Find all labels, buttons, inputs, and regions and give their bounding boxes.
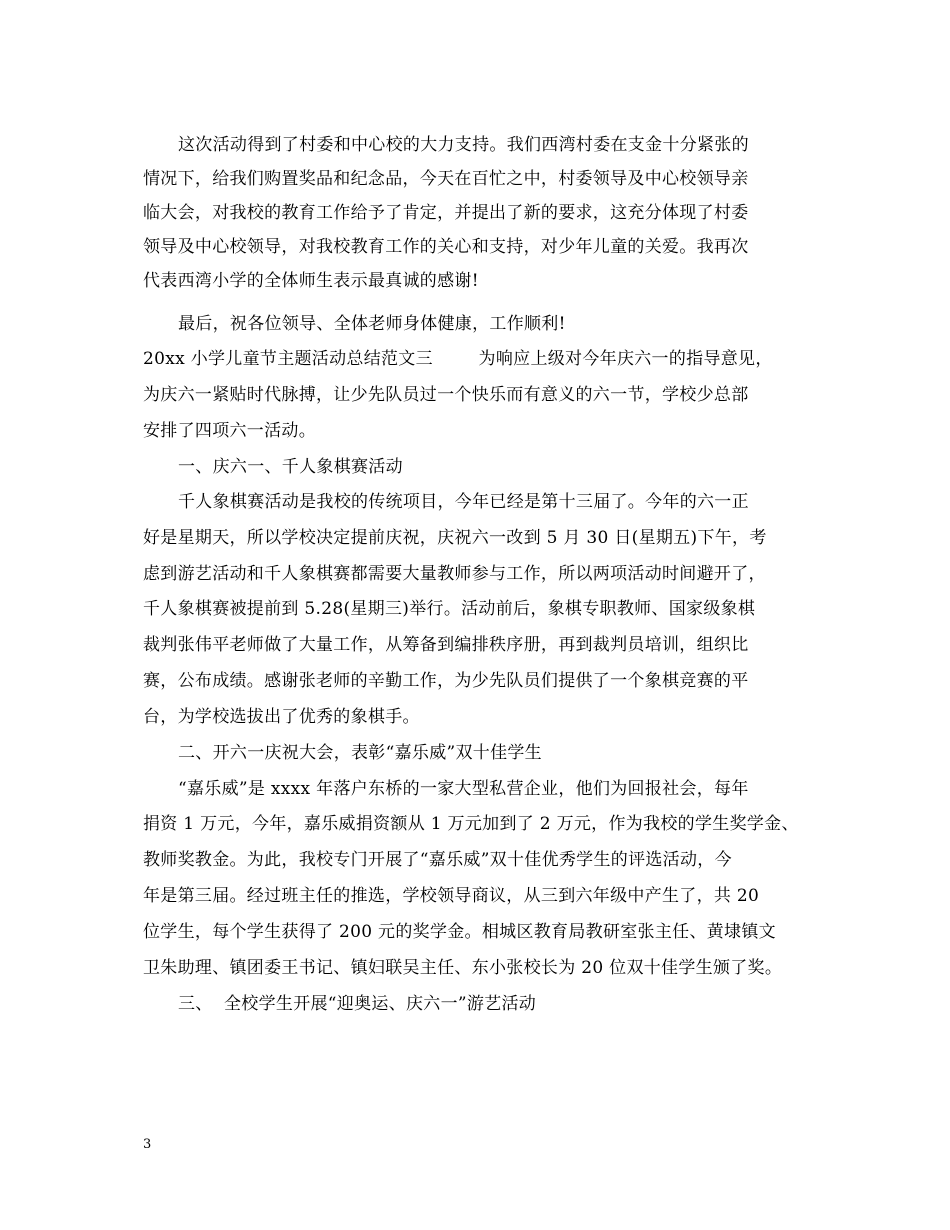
text-line: 位学生，每个学生获得了 200 元的奖学金。相城区教育局教研室张主任、黄埭镇文 bbox=[143, 922, 776, 942]
text-line: 为庆六一紧贴时代脉搏，让少先队员过一个快乐而有意义的六一节，学校少总部 bbox=[143, 385, 749, 405]
text-line: 台，为学校选拔出了优秀的象棋手。 bbox=[143, 707, 420, 727]
text-line: 好是星期天，所以学校决定提前庆祝，庆祝六一改到 5 月 30 日(星期五)下午，考 bbox=[143, 528, 767, 548]
text-line: 千人象棋赛活动是我校的传统项目，今年已经是第十三届了。今年的六一正 bbox=[178, 492, 749, 512]
subheading: 二、开六一庆祝大会，表彰“嘉乐威”双十佳学生 bbox=[178, 743, 542, 763]
text-line: 教师奖教金。为此，我校专门开展了“嘉乐威”双十佳优秀学生的评选活动，今 bbox=[143, 850, 732, 870]
subheading: 一、庆六一、千人象棋赛活动 bbox=[178, 457, 403, 477]
text-line: 年是第三届。经过班主任的推选，学校领导商议，从三到六年级中产生了，共 20 bbox=[143, 886, 760, 906]
text-line: 裁判张伟平老师做了大量工作，从筹备到编排秩序册，再到裁判员培训，组织比 bbox=[143, 635, 749, 655]
text-line: “嘉乐威”是 xxxx 年落户东桥的一家大型私营企业，他们为回报社会，每年 bbox=[178, 779, 749, 799]
section-heading: 20xx 小学儿童节主题活动总结范文三 为响应上级对今年庆六一的指导意见， bbox=[143, 349, 773, 369]
text-line: 临大会，对我校的教育工作给予了肯定，并提出了新的要求，这充分体现了村委 bbox=[143, 203, 749, 223]
text-line: 赛，公布成绩。感谢张老师的辛勤工作，为少先队员们提供了一个象棋竞赛的平 bbox=[143, 671, 749, 691]
text-line: 最后，祝各位领导、全体老师身体健康，工作顺利! bbox=[178, 314, 566, 334]
page-number: 3 bbox=[143, 1137, 152, 1152]
text-line: 这次活动得到了村委和中心校的大力支持。我们西湾村委在支金十分紧张的 bbox=[178, 135, 749, 155]
text-line: 虑到游艺活动和千人象棋赛都需要大量教师参与工作，所以两项活动时间避开了， bbox=[143, 564, 766, 584]
subheading: 三、 全校学生开展“迎奥运、庆六一”游艺活动 bbox=[178, 994, 537, 1014]
text-line: 捐资 1 万元，今年，嘉乐威捐资额从 1 万元加到了 2 万元，作为我校的学生奖学金、 bbox=[143, 814, 799, 834]
text-line: 安排了四项六一活动。 bbox=[143, 421, 316, 441]
text-line: 情况下，给我们购置奖品和纪念品，今天在百忙之中，村委领导及中心校领导亲 bbox=[143, 169, 749, 189]
text-line: 千人象棋赛被提前到 5.28(星期三)举行。活动前后，象棋专职教师、国家级象棋 bbox=[143, 599, 756, 619]
text-line: 代表西湾小学的全体师生表示最真诚的感谢! bbox=[143, 271, 479, 291]
text-line: 领导及中心校领导，对我校教育工作的关心和支持，对少年儿童的关爱。我再次 bbox=[143, 237, 749, 257]
text-line: 卫朱助理、镇团委王书记、镇妇联吴主任、东小张校长为 20 位双十佳学生颁了奖。 bbox=[143, 958, 783, 978]
